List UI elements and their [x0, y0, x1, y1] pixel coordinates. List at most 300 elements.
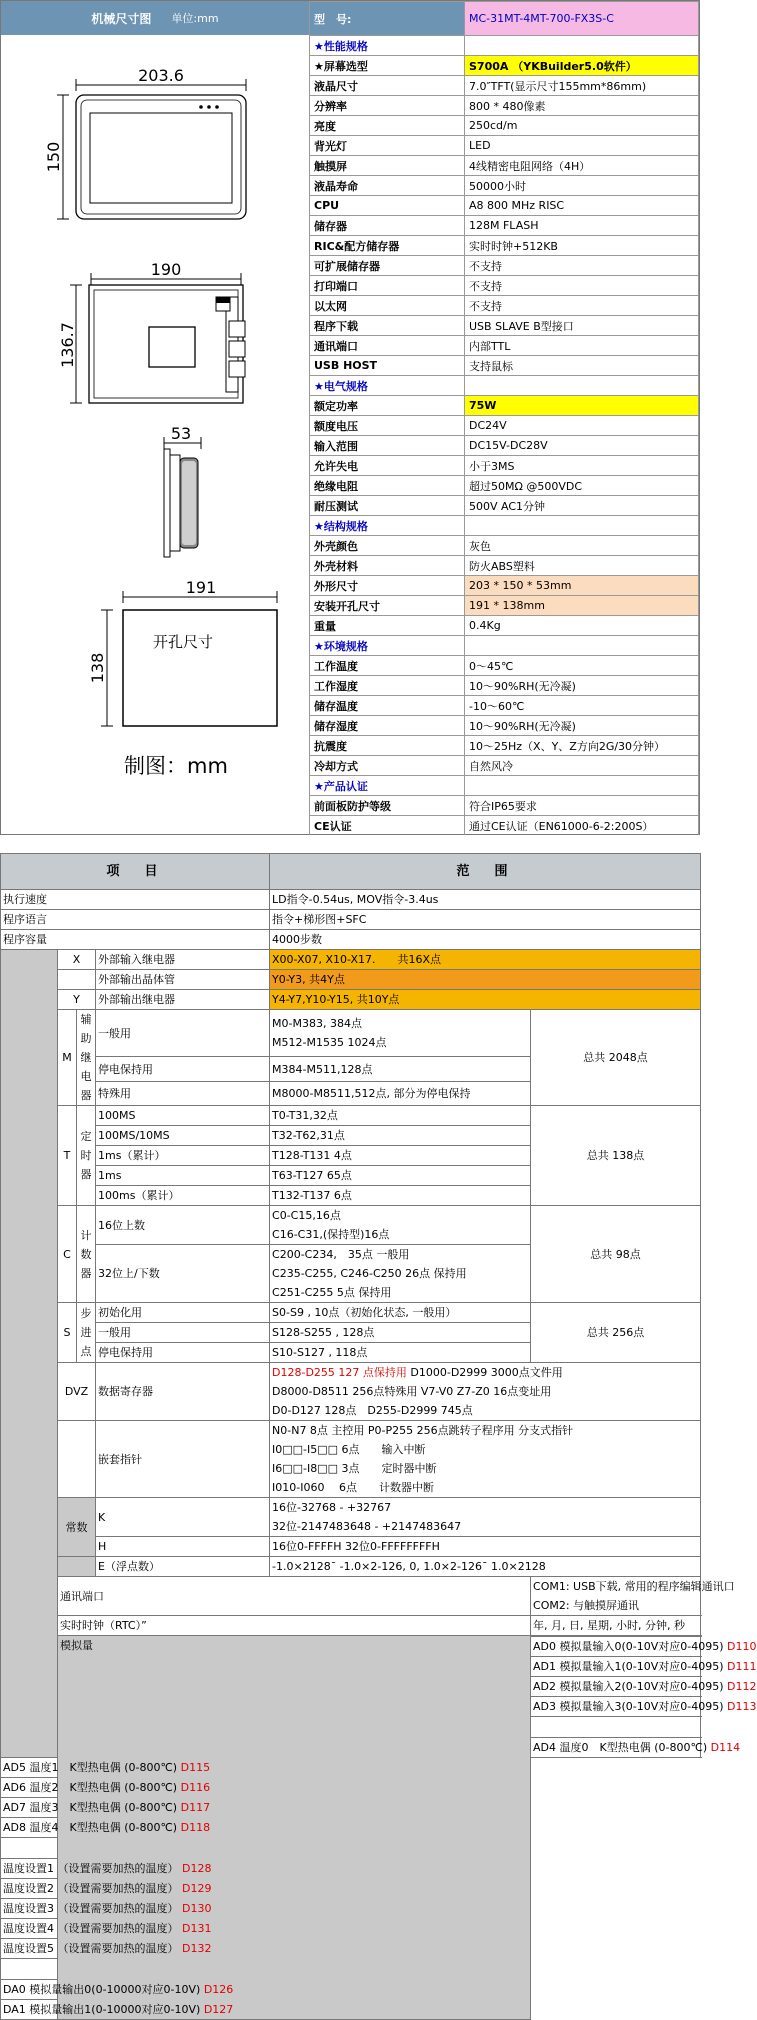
spec-value: 10～25Hz（X、Y、Z方向2G/30分钟）	[465, 736, 699, 756]
t-group-text: 定时器	[80, 1130, 92, 1181]
spec-key: 工作温度	[310, 656, 465, 676]
spec-value	[465, 636, 699, 656]
c2-value-line2: C235-C255, C246-C250 26点 保持用	[272, 1267, 467, 1280]
program-capacity-value: 4000步数	[270, 930, 701, 950]
dim-136-text: 136.7	[58, 322, 77, 368]
spec-key: ★屏幕选型	[310, 56, 465, 76]
spec-value: 不支持	[465, 256, 699, 276]
table-row	[1, 1010, 701, 1057]
analog-value	[1, 1818, 211, 1838]
model-label: 型 号:	[310, 2, 465, 36]
dvz-label: 数据寄存器	[96, 1363, 270, 1421]
analog-desc: 温度设置3 （设置需要加热的温度）	[3, 1902, 179, 1915]
drawing-header	[1, 1, 309, 35]
comm-label: 通讯端口	[58, 1577, 531, 1616]
analog-value	[531, 1677, 757, 1697]
spec-value: 超过50MΩ @500VDC	[465, 476, 699, 496]
spec-category-row	[310, 636, 699, 656]
spec-key: 外形尺寸	[310, 576, 465, 596]
s2-label: 一般用	[96, 1323, 270, 1343]
ym-code-blank	[58, 970, 96, 990]
cutout-label: 开孔尺寸	[152, 633, 214, 651]
analog-register: D132	[178, 1942, 212, 1955]
spec-key: 重量	[310, 616, 465, 636]
spec-value: 4线精密电阻网络（4H）	[465, 156, 699, 176]
program-language-value: 指令+梯形图+SFC	[270, 910, 701, 930]
dim-53-text: 53	[170, 424, 192, 443]
y-mos-label: 外部输出晶体管	[96, 970, 270, 990]
spec-key: ★产品认证	[310, 776, 465, 796]
spec-key: RIC&配方储存器	[310, 236, 465, 256]
t4-value: T63-T127 65点	[270, 1166, 531, 1186]
spec-key: ★结构规格	[310, 516, 465, 536]
analog-register: D118	[177, 1821, 211, 1834]
spec-row	[310, 96, 699, 116]
spec-row	[310, 476, 699, 496]
spec-value: 防火ABS塑料	[465, 556, 699, 576]
spec-value: 500V AC1分钟	[465, 496, 699, 516]
c-total: 总共 98点	[531, 1206, 701, 1303]
spec-key: 耐压测试	[310, 496, 465, 516]
c1-value-line1: C0-C15,16点	[272, 1209, 341, 1222]
e-value: -1.0×2128¯ -1.0×2-126, 0, 1.0×2-126¯ 1.0×2128	[270, 1557, 701, 1577]
analog-value	[1, 1919, 212, 1939]
x-label: 外部输入继电器	[96, 950, 270, 970]
e-code-blank	[58, 1557, 96, 1577]
dim-203-text: 203.6	[138, 66, 184, 85]
spec-key: 外壳颜色	[310, 536, 465, 556]
table-row	[1, 1537, 701, 1557]
spec-key: ★性能规格	[310, 36, 465, 56]
table-row	[1, 1303, 701, 1323]
spec-row	[310, 696, 699, 716]
analog-desc: 温度设置5 （设置需要加热的温度）	[3, 1942, 179, 1955]
analog-value	[531, 1657, 757, 1677]
spec-row	[310, 816, 699, 836]
s3-value: S10-S127 , 118点	[270, 1343, 531, 1363]
plc-resource-table	[0, 853, 757, 2020]
analog-desc: AD3 模拟量输入3(0-10V对应0-4095)	[533, 1700, 724, 1713]
table-row	[1, 910, 701, 930]
spec-value	[465, 776, 699, 796]
m-group-text: 辅助继电器	[80, 1013, 92, 1102]
spec-row	[310, 276, 699, 296]
drawing-unit: 单位:mm	[171, 12, 219, 25]
spec-row	[310, 156, 699, 176]
spec-value: 250cd/m	[465, 116, 699, 136]
rtc-value: 年, 月, 日, 星期, 小时, 分钟, 秒	[531, 1616, 701, 1636]
analog-value	[531, 1717, 701, 1738]
spec-row	[310, 676, 699, 696]
h-label: H	[96, 1537, 270, 1557]
spec-row	[310, 596, 699, 616]
analog-register: D110	[723, 1640, 757, 1653]
spec-value: S700A （YKBuilder5.0软件）	[465, 56, 699, 76]
m2-value: M384-M511,128点	[270, 1057, 531, 1081]
spec-key: 分辨率	[310, 96, 465, 116]
spec-row	[310, 556, 699, 576]
spec-key: 额度电压	[310, 416, 465, 436]
analog-register: D115	[177, 1761, 211, 1774]
y-code: Y	[58, 990, 96, 1010]
dvz-value-line1	[272, 1363, 698, 1382]
spec-value: 50000小时	[465, 176, 699, 196]
mechanical-drawing	[1, 35, 309, 834]
front-view	[44, 66, 246, 219]
y-label: 外部输出继电器	[96, 990, 270, 1010]
table-row	[1, 890, 701, 910]
left-group-blank	[1, 950, 58, 1758]
spec-key: 冷却方式	[310, 756, 465, 776]
dvz-value-line3: D0-D127 128点 D255-D2999 745点	[272, 1404, 473, 1417]
analog-value	[531, 1637, 757, 1657]
analog-value	[1, 1798, 211, 1818]
analog-value	[1, 1879, 212, 1899]
s-group-text: 步进点	[80, 1307, 92, 1358]
s3-label: 停电保持用	[96, 1343, 270, 1363]
spec-row	[310, 136, 699, 156]
analog-value	[1, 1980, 234, 2000]
spec-row	[310, 416, 699, 436]
spec-value: 不支持	[465, 276, 699, 296]
m-total: 总共 2048点	[531, 1010, 701, 1106]
spec-key: 输入范围	[310, 436, 465, 456]
spec-row	[310, 436, 699, 456]
drawing-title: 机械尺寸图	[91, 11, 152, 26]
t2-value: T32-T62,31点	[270, 1126, 531, 1146]
t-group	[77, 1106, 96, 1206]
analog-desc: AD8 温度4 K型热电偶 (0-800℃)	[3, 1821, 178, 1834]
spec-value: 800 * 480像素	[465, 96, 699, 116]
spec-row	[310, 356, 699, 376]
spec-value: 通过CE认证（EN61000-6-2:200S）	[465, 816, 699, 836]
analog-desc: 温度设置2 （设置需要加热的温度）	[3, 1882, 179, 1895]
k-value-line1: 16位-32768 - +32767	[272, 1501, 392, 1514]
analog-register: D127	[200, 2003, 234, 2016]
spec-row	[310, 656, 699, 676]
dim-190-text: 190	[150, 260, 182, 279]
analog-value	[1, 1859, 212, 1879]
spec-value: 0.4Kg	[465, 616, 699, 636]
analog-desc: AD5 温度1 K型热电偶 (0-800℃)	[3, 1761, 178, 1774]
dvz-value-line2: D8000-D8511 256点特殊用 V7-V0 Z7-Z0 16点变址用	[272, 1385, 552, 1398]
table-row	[1, 930, 701, 950]
table-row	[1, 1363, 701, 1421]
spec-value: 0～45℃	[465, 656, 699, 676]
spec-key: 抗震度	[310, 736, 465, 756]
spec-key: 额定功率	[310, 396, 465, 416]
spec-key: 前面板防护等级	[310, 796, 465, 816]
analog-register: D112	[723, 1680, 757, 1693]
analog-desc: 温度设置4 （设置需要加热的温度）	[3, 1922, 179, 1935]
m1-label: 一般用	[96, 1010, 270, 1057]
spec-key: ★电气规格	[310, 376, 465, 396]
s-total: 总共 256点	[531, 1303, 701, 1363]
analog-desc: DA0 模拟量输出0(0-10000对应0-10V)	[3, 1983, 201, 1996]
spec-category-row	[310, 36, 699, 56]
spec-value: 10～90%RH(无冷凝)	[465, 716, 699, 736]
spec-row	[310, 216, 699, 236]
spec-key: 亮度	[310, 116, 465, 136]
exec-speed-value: LD指令-0.54us, MOV指令-3.4us	[270, 890, 701, 910]
spec-value: 自然风冷	[465, 756, 699, 776]
m-group	[77, 1010, 96, 1106]
spec-row	[310, 496, 699, 516]
spec-row	[310, 296, 699, 316]
s-group	[77, 1303, 96, 1363]
c-code: C	[58, 1206, 77, 1303]
analog-register: D131	[178, 1922, 212, 1935]
spec-row	[310, 76, 699, 96]
spec-row	[310, 576, 699, 596]
header-item: 项 目	[1, 854, 270, 890]
m2-label: 停电保持用	[96, 1057, 270, 1081]
comm-value-line2: COM2: 与触摸屏通讯	[533, 1599, 640, 1612]
m3-value: M8000-M8511,512点, 部分为停电保持	[270, 1081, 531, 1105]
analog-value	[1, 2000, 234, 2020]
spec-key: 以太网	[310, 296, 465, 316]
spec-row	[310, 716, 699, 736]
spec-key: CPU	[310, 196, 465, 216]
h-value: 16位0-FFFFH 32位0-FFFFFFFFH	[270, 1537, 701, 1557]
analog-register: D117	[177, 1801, 211, 1814]
spec-row	[310, 176, 699, 196]
spec-key: 通讯端口	[310, 336, 465, 356]
spec-row	[310, 116, 699, 136]
analog-label: 模拟量	[58, 1636, 531, 2020]
spec-row	[310, 256, 699, 276]
spec-value: 10～90%RH(无冷凝)	[465, 676, 699, 696]
spec-category-row	[310, 516, 699, 536]
c-group	[77, 1206, 96, 1303]
table-row	[1, 990, 701, 1010]
m1-value-line1: M0-M383, 384点	[272, 1017, 362, 1031]
dim-138-text: 138	[88, 652, 107, 684]
spec-value: 128M FLASH	[465, 216, 699, 236]
spec-value: A8 800 MHz RISC	[465, 196, 699, 216]
program-language-label: 程序语言	[1, 910, 270, 930]
nest-label: 嵌套指针	[96, 1421, 270, 1498]
dim-191-text: 191	[185, 578, 217, 597]
spec-key: 外壳材料	[310, 556, 465, 576]
t-code: T	[58, 1106, 77, 1206]
y-value: Y4-Y7,Y10-Y15, 共10Y点	[270, 990, 701, 1010]
k-value-line2: 32位-2147483648 - +2147483647	[272, 1520, 462, 1533]
spec-key: 工作湿度	[310, 676, 465, 696]
spec-key: USB HOST	[310, 356, 465, 376]
analog-register: D113	[723, 1700, 757, 1713]
spec-value: 不支持	[465, 296, 699, 316]
spec-key: ★环境规格	[310, 636, 465, 656]
spec-key: CE认证	[310, 816, 465, 836]
nest-value-line1: N0-N7 8点 主控用 P0-P255 256点跳转子程序用 分支式指针	[272, 1424, 574, 1437]
spec-key: 可扩展储存器	[310, 256, 465, 276]
analog-value	[1, 1838, 77, 1859]
t2-label: 100MS/10MS	[96, 1126, 270, 1146]
c2-value-line1: C200-C234, 35点 一般用	[272, 1248, 410, 1261]
plc-resource-table-panel	[0, 853, 757, 2020]
analog-register: D114	[707, 1741, 741, 1754]
nest-code-blank	[58, 1421, 96, 1498]
analog-desc: 温度设置1 （设置需要加热的温度）	[3, 1862, 179, 1875]
spec-value: 小于3MS	[465, 456, 699, 476]
analog-register: D111	[723, 1660, 757, 1673]
spec-value: 符合IP65要求	[465, 796, 699, 816]
spec-value: 实时时钟+512KB	[465, 236, 699, 256]
side-view	[164, 424, 201, 557]
table-row	[1, 1498, 701, 1537]
spec-row	[310, 796, 699, 816]
spec-value	[465, 36, 699, 56]
analog-register: D126	[200, 1983, 234, 1996]
spec-value: DC15V-DC28V	[465, 436, 699, 456]
analog-value	[1, 1939, 212, 1959]
c2-value-line3: C251-C255 5点 保持用	[272, 1286, 392, 1299]
comm-value-line1: COM1: USB下载, 常用的程序编辑通讯口	[533, 1580, 735, 1593]
drawing-caption: 制图：mm	[124, 754, 228, 778]
spec-key: 打印端口	[310, 276, 465, 296]
table-row	[1, 1106, 701, 1126]
nest-value-line4: I010-I060 6点 计数器中断	[272, 1481, 434, 1494]
model-value: MC-31MT-4MT-700-FX3S-C	[465, 2, 699, 36]
t-total: 总共 138点	[531, 1106, 701, 1206]
k-label: K	[96, 1498, 270, 1537]
y-mos-value: Y0-Y3, 共4Y点	[270, 970, 701, 990]
rtc-label: 实时时钟（RTC）”	[58, 1616, 531, 1636]
spec-row	[310, 196, 699, 216]
x-code: X	[58, 950, 96, 970]
m1-value-line2: M512-M1535 1024点	[272, 1036, 387, 1050]
spec-row	[310, 336, 699, 356]
analog-value	[1, 1899, 212, 1919]
e-label: E（浮点数）	[96, 1557, 270, 1577]
dvz-value-file: D1000-D2999 3000点文件用	[406, 1366, 563, 1379]
exec-speed-label: 执行速度	[1, 890, 270, 910]
analog-register: D116	[177, 1781, 211, 1794]
dvz-code: DVZ	[58, 1363, 96, 1421]
t1-label: 100MS	[96, 1106, 270, 1126]
dvz-value-hold: D128-D255 127 点保持用	[272, 1366, 407, 1379]
spec-row	[310, 616, 699, 636]
c2-label: 32位上/下数	[96, 1245, 270, 1303]
spec-key: 液晶尺寸	[310, 76, 465, 96]
spec-row	[310, 536, 699, 556]
analog-desc: AD1 模拟量输入1(0-10V对应0-4095)	[533, 1660, 724, 1673]
spec-key: 触摸屏	[310, 156, 465, 176]
analog-value	[1, 1758, 211, 1778]
spec-value: LED	[465, 136, 699, 156]
spec-key: 允许失电	[310, 456, 465, 476]
t4-label: 1ms	[96, 1166, 270, 1186]
spec-key: 绝缘电阻	[310, 476, 465, 496]
spec-key: 背光灯	[310, 136, 465, 156]
analog-desc: AD2 模拟量输入2(0-10V对应0-4095)	[533, 1680, 724, 1693]
nest-value	[270, 1421, 701, 1498]
spec-value: 7.0″TFT(显示尺寸155mm*86mm)	[465, 76, 699, 96]
table-row	[1, 970, 701, 990]
spec-value: 内部TTL	[465, 336, 699, 356]
k-value	[270, 1498, 701, 1537]
cutout-view	[88, 578, 277, 726]
x-value: X00-X07, X10-X17. 共16X点	[270, 950, 701, 970]
analog-register: D129	[178, 1882, 212, 1895]
spec-value: 203 * 150 * 53mm	[465, 576, 699, 596]
spec-value: 75W	[465, 396, 699, 416]
spec-key: 液晶寿命	[310, 176, 465, 196]
spec-value: 灰色	[465, 536, 699, 556]
section-gap	[0, 835, 700, 853]
analog-desc: DA1 模拟量输出1(0-10000对应0-10V)	[3, 2003, 201, 2016]
table-row	[1, 1206, 701, 1245]
t5-label: 100ms（累计）	[96, 1186, 270, 1206]
spec-key: 安装开孔尺寸	[310, 596, 465, 616]
analog-value	[531, 1697, 757, 1717]
s2-value: S128-S255 , 128点	[270, 1323, 531, 1343]
s1-label: 初始化用	[96, 1303, 270, 1323]
c2-value	[270, 1245, 531, 1303]
spec-row	[310, 236, 699, 256]
table-row	[1, 950, 701, 970]
program-capacity-label: 程序容量	[1, 930, 270, 950]
nest-value-line2: I0□□-I5□□ 6点 输入中断	[272, 1443, 426, 1456]
spec-table-panel	[309, 1, 699, 836]
m3-label: 特殊用	[96, 1081, 270, 1105]
spec-row	[310, 756, 699, 776]
spec-key: 储存温度	[310, 696, 465, 716]
analog-value	[1, 1778, 211, 1798]
spec-value: DC24V	[465, 416, 699, 436]
comm-value	[531, 1577, 735, 1616]
c1-value	[270, 1206, 531, 1245]
c-group-text: 计数器	[80, 1228, 92, 1280]
dvz-value	[270, 1363, 701, 1421]
spec-value: USB SLAVE B型接口	[465, 316, 699, 336]
spec-value: 支持鼠标	[465, 356, 699, 376]
spec-table	[309, 1, 699, 836]
plc-header-row	[1, 854, 701, 890]
mechanical-drawing-panel	[1, 1, 310, 834]
spec-category-row	[310, 776, 699, 796]
spec-category-row	[310, 376, 699, 396]
t3-label: 1ms（累计）	[96, 1146, 270, 1166]
table-row	[1, 1616, 701, 1636]
table-row	[1, 1557, 701, 1577]
spec-value	[465, 376, 699, 396]
t5-value: T132-T137 6点	[270, 1186, 531, 1206]
spec-row	[310, 56, 699, 76]
spec-row	[310, 456, 699, 476]
m1-value	[270, 1010, 531, 1057]
header-range: 范 围	[270, 854, 701, 890]
c1-label: 16位上数	[96, 1206, 270, 1245]
t3-value: T128-T131 4点	[270, 1146, 531, 1166]
analog-value	[1, 1959, 77, 1980]
nest-value-line3: I6□□-I8□□ 3点 定时器中断	[272, 1462, 437, 1475]
dim-150-text: 150	[44, 141, 63, 173]
s1-value: S0-S9 , 10点（初始化状态, 一般用）	[270, 1303, 531, 1323]
spec-value	[465, 516, 699, 536]
spec-header-row	[310, 2, 699, 36]
analog-desc: AD4 温度0 K型热电偶 (0-800℃)	[533, 1741, 708, 1754]
analog-desc: AD6 温度2 K型热电偶 (0-800℃)	[3, 1781, 178, 1794]
spec-row	[310, 396, 699, 416]
analog-value	[531, 1738, 741, 1758]
analog-desc: AD0 模拟量输入0(0-10V对应0-4095)	[533, 1640, 724, 1653]
spec-row	[310, 736, 699, 756]
back-view	[58, 260, 245, 403]
spec-key: 储存湿度	[310, 716, 465, 736]
spec-key: 储存器	[310, 216, 465, 236]
